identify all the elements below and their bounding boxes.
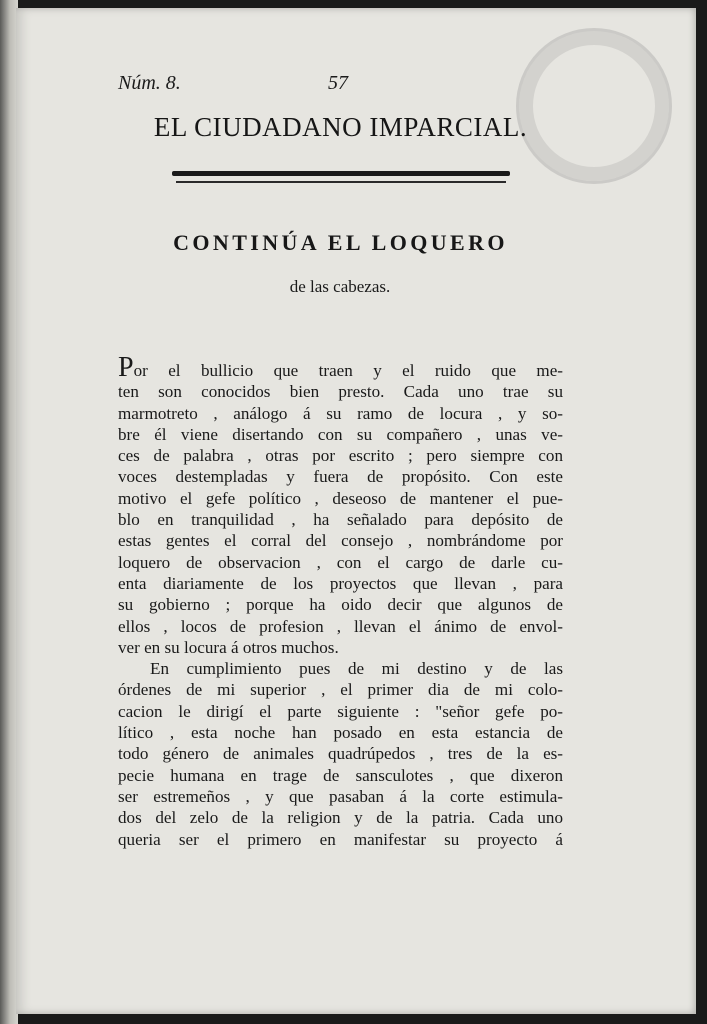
text-line: marmotreto , análogo á su ramo de locura , y so-: [118, 403, 563, 423]
text-line: ten son conocidos bien presto. Cada uno trae su: [118, 382, 563, 402]
text-line: su gobierno ; porque ha oido decir que algunos de: [118, 595, 563, 615]
section-subtitle: de las cabezas.: [289, 277, 391, 296]
text-line: ver en su locura á otros muchos.: [118, 637, 339, 657]
running-header: [118, 72, 563, 96]
text-line: motivo el gefe político , deseoso de mantener el pue-: [118, 488, 563, 508]
text-line: pecie humana en trage de sansculotes , que dixeron: [118, 765, 563, 785]
text-line: ces de palabra , otras por escrito ; pero siempre con: [118, 446, 563, 466]
text-line: lítico , esta noche han posado en esta estancia de: [118, 723, 563, 743]
text-line: Por el bullicio que traen y el ruido que me-: [118, 352, 563, 383]
text-line: enta diariamente de los proyectos que llevan , para: [118, 573, 563, 593]
text-line: bre él viene disertando con su compañero , unas ve-: [118, 424, 563, 444]
text-line: En cumplimiento pues de mi destino y de las: [150, 659, 563, 679]
text-line: queria ser el primero en manifestar su proyecto á: [118, 829, 563, 849]
title-thin-rule: [176, 181, 506, 183]
text-line: estas gentes el corral del consejo , nombrándome por: [118, 531, 563, 551]
text-line: loquero de observacion , con el cargo de darle cu-: [118, 552, 563, 572]
drop-cap: P: [118, 352, 134, 383]
text-line: cacion le dirigí el parte siguiente : "señor gefe po-: [118, 701, 563, 721]
library-stamp-icon: [516, 28, 672, 184]
text-line: todo género de animales quadrúpedos , tres de la es-: [118, 744, 563, 764]
text-line: ellos , locos de profesion , llevan el ánimo de envol-: [118, 616, 563, 636]
text-line: órdenes de mi superior , el primer dia de mi colo-: [118, 680, 563, 700]
issue-number: Núm. 8.: [118, 72, 181, 94]
text-line: voces destempladas y fuera de propósito. Con este: [118, 467, 563, 487]
text-line: blo en tranquilidad , ha señalado para depósito de: [118, 510, 563, 530]
text-line: dos del zelo de la religion y de la patria. Cada uno: [118, 808, 563, 828]
article-body: [118, 352, 563, 850]
publication-title: EL CIUDADANO IMPARCIAL.: [153, 112, 528, 142]
page-number: 57: [328, 72, 348, 94]
text-line: ser estremeños , y que pasaban á la corte estimula-: [118, 786, 563, 806]
title-thick-rule: [172, 171, 510, 176]
section-title: CONTINÚA EL LOQUERO: [173, 230, 508, 255]
